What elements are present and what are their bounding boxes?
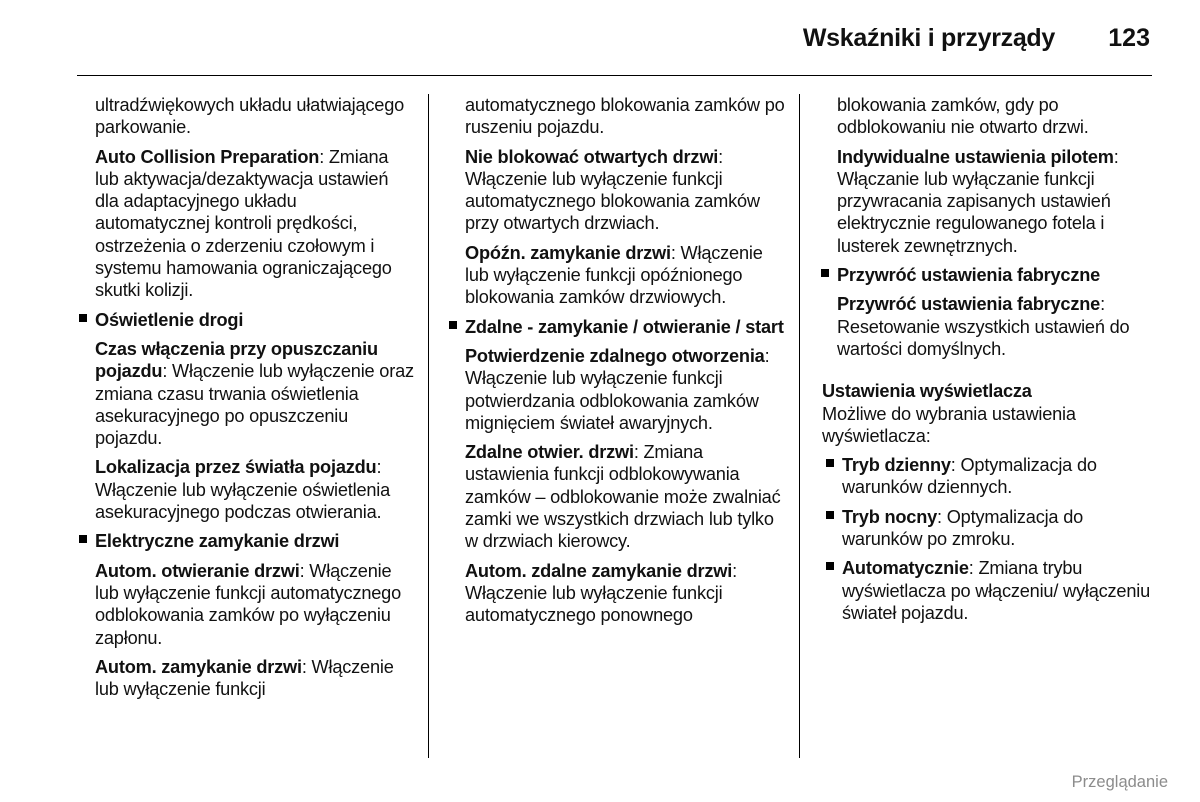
column-divider-2 <box>799 94 800 758</box>
bullet-square-icon <box>79 314 87 322</box>
bullet-item <box>837 264 1162 286</box>
description: : Włączenie lub wyłączenie funkcji automatycznego blokowania zamków przy otwartych drzwiach. <box>465 146 760 234</box>
paragraph <box>95 456 415 523</box>
term: Automatycznie <box>842 558 969 579</box>
term: Autom. zdalne zamykanie drzwi <box>465 560 733 581</box>
bullet-item <box>95 530 415 552</box>
term: Czas włączenia przy opuszczaniu pojazdu <box>95 338 378 382</box>
bullet-square-icon <box>449 321 457 329</box>
browse-link[interactable]: Przeglądanie <box>1071 773 1168 791</box>
term: Lokalizacja przez światła pojazdu <box>95 457 377 478</box>
paragraph <box>837 293 1162 360</box>
term: Auto Collision Preparation <box>95 146 320 167</box>
bullet-item <box>465 316 785 338</box>
description: : Zmiana lub aktywacja/dezaktywacja ustawień dla adaptacyjnego układu automatycznej kontroli prędkości, ostrzeżenia o zderzeniu czołowym i systemu hamowania ograniczającego skutki kolizji. <box>95 146 392 301</box>
page-number: 123 <box>1108 24 1150 52</box>
term: Autom. zamykanie drzwi <box>95 656 302 677</box>
bullet-square-icon <box>821 269 829 277</box>
term: Autom. otwieranie drzwi <box>95 560 300 581</box>
description: : Resetowanie wszystkich ustawień do wartości domyślnych. <box>837 294 1130 359</box>
paragraph <box>95 146 415 302</box>
description: : Włączenie lub wyłączenie funkcji potwierdzania odblokowania zamków mignięciem świateł awaryjnych. <box>465 345 770 433</box>
text-column-3 <box>822 94 1162 631</box>
bullet-item <box>842 454 1162 499</box>
paragraph: Możliwe do wybrania ustawienia wyświetlacza: <box>822 403 1076 446</box>
description: : Włączenie lub wyłączenie funkcji opóźnionego blokowania zamków drzwiowych. <box>465 242 763 308</box>
column-divider-1 <box>428 94 429 758</box>
bullet-square-icon <box>826 562 834 570</box>
page-section-title: Wskaźniki i przyrządy <box>802 24 1055 52</box>
bullet-label: Oświetlenie drogi <box>95 309 244 330</box>
paragraph <box>465 441 785 552</box>
paragraph <box>465 560 785 627</box>
paragraph <box>465 345 785 434</box>
description: : Zmiana ustawienia funkcji odblokowywania zamków – odblokowanie może zwalniać zamki we wszystkich drzwiach lub tylko w drzwiach kierowcy. <box>465 442 781 552</box>
description: : Zmiana trybu wyświetlacza po włączeniu/ wyłączeniu świateł pojazdu. <box>842 558 1150 623</box>
description: : Optymalizacja do warunków po zmroku. <box>842 506 1084 550</box>
paragraph <box>95 338 415 449</box>
bullet-item <box>842 506 1162 551</box>
bullet-square-icon <box>826 459 834 467</box>
bullet-square-icon <box>79 535 87 543</box>
paragraph: ultradźwiękowych układu ułatwiającego parkowanie. <box>95 95 405 138</box>
section-heading: Ustawienia wyświetlacza <box>822 381 1032 402</box>
term: Zdalne otwier. drzwi <box>465 442 634 463</box>
text-column-1 <box>80 94 415 707</box>
description: : Włączenie lub wyłączenie oraz zmiana czasu trwania oświetlenia asekuracyjnego po opuszczeniu pojazdu. <box>95 361 414 449</box>
term: Nie blokować otwartych drzwi <box>465 146 719 167</box>
bullet-item <box>842 557 1162 624</box>
term: Tryb nocny <box>842 506 938 527</box>
paragraph <box>95 656 415 701</box>
term: Indywidualne ustawienia pilotem <box>837 146 1114 167</box>
description: : Włączenie lub wyłączenie funkcji automatycznego ponownego <box>465 560 737 626</box>
term: Tryb dzienny <box>842 455 951 476</box>
description: : Włączanie lub wyłączanie funkcji przywracania zapisanych ustawień elektrycznie regulowanego fotela i lusterek zewnętrznych. <box>837 146 1119 256</box>
term: Opóźn. zamykanie drzwi <box>465 242 671 263</box>
bullet-item <box>95 309 415 331</box>
paragraph: blokowania zamków, gdy po odblokowaniu nie otwarto drzwi. <box>837 95 1089 138</box>
paragraph <box>837 146 1162 257</box>
paragraph <box>465 242 785 309</box>
bullet-square-icon <box>826 511 834 519</box>
description: : Optymalizacja do warunków dziennych. <box>842 455 1097 498</box>
term: Przywróć ustawienia fabryczne <box>837 294 1101 315</box>
description: : Włączenie lub wyłączenie funkcji <box>95 656 394 700</box>
description: : Włączenie lub wyłączenie oświetlenia asekuracyjnego podczas otwierania. <box>95 457 391 523</box>
description: : Włączenie lub wyłączenie funkcji automatycznego odblokowania zamków po wyłączeniu zapłonu. <box>95 560 401 648</box>
paragraph <box>95 560 415 649</box>
bullet-label: Przywróć ustawienia fabryczne <box>837 265 1101 286</box>
term: Potwierdzenie zdalnego otworzenia <box>465 345 765 366</box>
paragraph: automatycznego blokowania zamków po ruszeniu pojazdu. <box>465 95 785 138</box>
paragraph <box>465 146 785 235</box>
text-column-2 <box>450 94 785 634</box>
bullet-label: Elektryczne zamykanie drzwi <box>95 531 340 552</box>
bullet-label: Zdalne - zamykanie / otwieranie / start <box>465 316 784 337</box>
header-divider <box>77 75 1152 76</box>
